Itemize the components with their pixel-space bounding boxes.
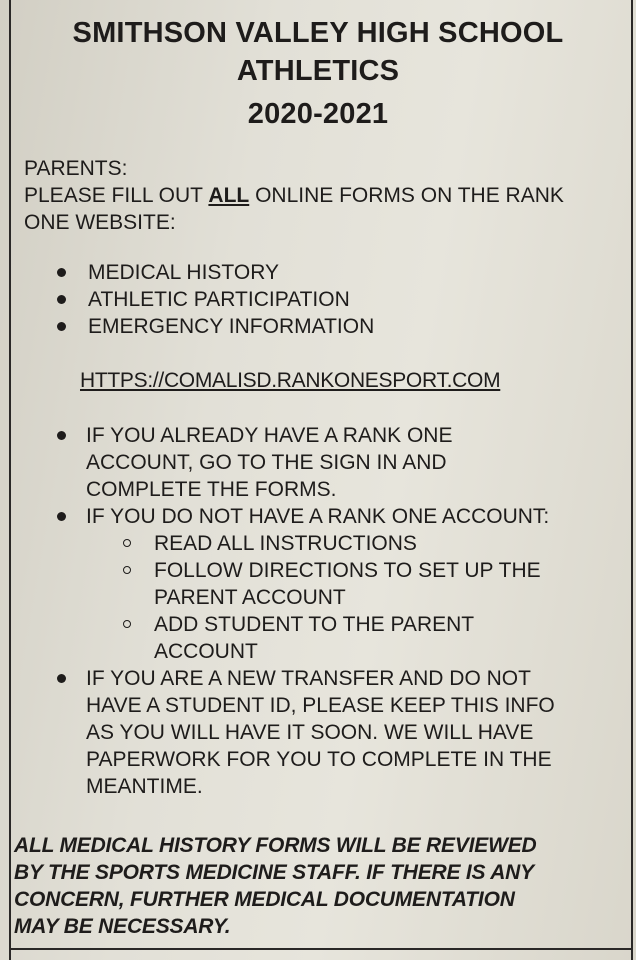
bullet-icon xyxy=(57,512,66,521)
medical-review-notice-line-2: BY THE SPORTS MEDICINE STAFF. IF THERE IS ANY xyxy=(14,861,534,884)
step-transfer-line-5: MEANTIME. xyxy=(86,775,203,798)
step-have-account-line-3: COMPLETE THE FORMS. xyxy=(86,478,337,501)
addressee-line: PARENTS: xyxy=(24,157,128,180)
step-have-account-line-2: ACCOUNT, GO TO THE SIGN IN AND xyxy=(86,451,447,474)
sub-bullet-icon xyxy=(123,566,131,574)
school-year-heading: 2020-2021 xyxy=(247,98,389,130)
instruction-emphasis: ALL xyxy=(208,184,250,207)
medical-review-notice-line-4: MAY BE NECESSARY. xyxy=(14,915,231,938)
step-transfer-line-2: HAVE A STUDENT ID, PLEASE KEEP THIS INFO xyxy=(86,694,555,717)
bullet-icon xyxy=(57,674,66,683)
instruction-line xyxy=(24,182,564,209)
bullet-icon xyxy=(57,322,66,331)
form-item-medical-history: MEDICAL HISTORY xyxy=(88,261,279,284)
step-no-account: IF YOU DO NOT HAVE A RANK ONE ACCOUNT: xyxy=(86,505,550,528)
instruction-line-2: ONE WEBSITE: xyxy=(24,211,176,234)
frame-bottom-border xyxy=(9,948,633,950)
substep-follow-directions-line-1: FOLLOW DIRECTIONS TO SET UP THE xyxy=(154,559,541,582)
bullet-icon xyxy=(57,268,66,277)
school-name-heading: SMITHSON VALLEY HIGH SCHOOL xyxy=(72,17,564,49)
medical-review-notice-line-1: ALL MEDICAL HISTORY FORMS WILL BE REVIEWED xyxy=(14,834,537,857)
step-transfer-line-4: PAPERWORK FOR YOU TO COMPLETE IN THE xyxy=(86,748,552,771)
substep-read-instructions: READ ALL INSTRUCTIONS xyxy=(154,532,417,555)
department-heading: ATHLETICS xyxy=(236,55,400,87)
instruction-post: ONLINE FORMS ON THE RANK xyxy=(249,184,564,207)
substep-add-student-line-1: ADD STUDENT TO THE PARENT xyxy=(154,613,475,636)
bullet-icon xyxy=(57,431,66,440)
bullet-icon xyxy=(57,295,66,304)
frame-left-border xyxy=(9,0,11,960)
form-item-athletic-participation: ATHLETIC PARTICIPATION xyxy=(88,288,350,311)
substep-add-student-line-2: ACCOUNT xyxy=(154,640,258,663)
sub-bullet-icon xyxy=(123,620,131,628)
rank-one-website-link[interactable]: HTTPS://COMALISD.RANKONESPORT.COM xyxy=(80,369,501,392)
form-item-emergency-information: EMERGENCY INFORMATION xyxy=(88,315,375,338)
instruction-pre: PLEASE FILL OUT xyxy=(24,184,209,207)
medical-review-notice-line-3: CONCERN, FURTHER MEDICAL DOCUMENTATION xyxy=(14,888,515,911)
sub-bullet-icon xyxy=(123,539,131,547)
substep-follow-directions-line-2: PARENT ACCOUNT xyxy=(154,586,346,609)
frame-right-border xyxy=(631,0,633,960)
step-have-account-line-1: IF YOU ALREADY HAVE A RANK ONE xyxy=(86,424,453,447)
step-transfer-line-3: AS YOU WILL HAVE IT SOON. WE WILL HAVE xyxy=(86,721,534,744)
step-transfer-line-1: IF YOU ARE A NEW TRANSFER AND DO NOT xyxy=(86,667,531,690)
